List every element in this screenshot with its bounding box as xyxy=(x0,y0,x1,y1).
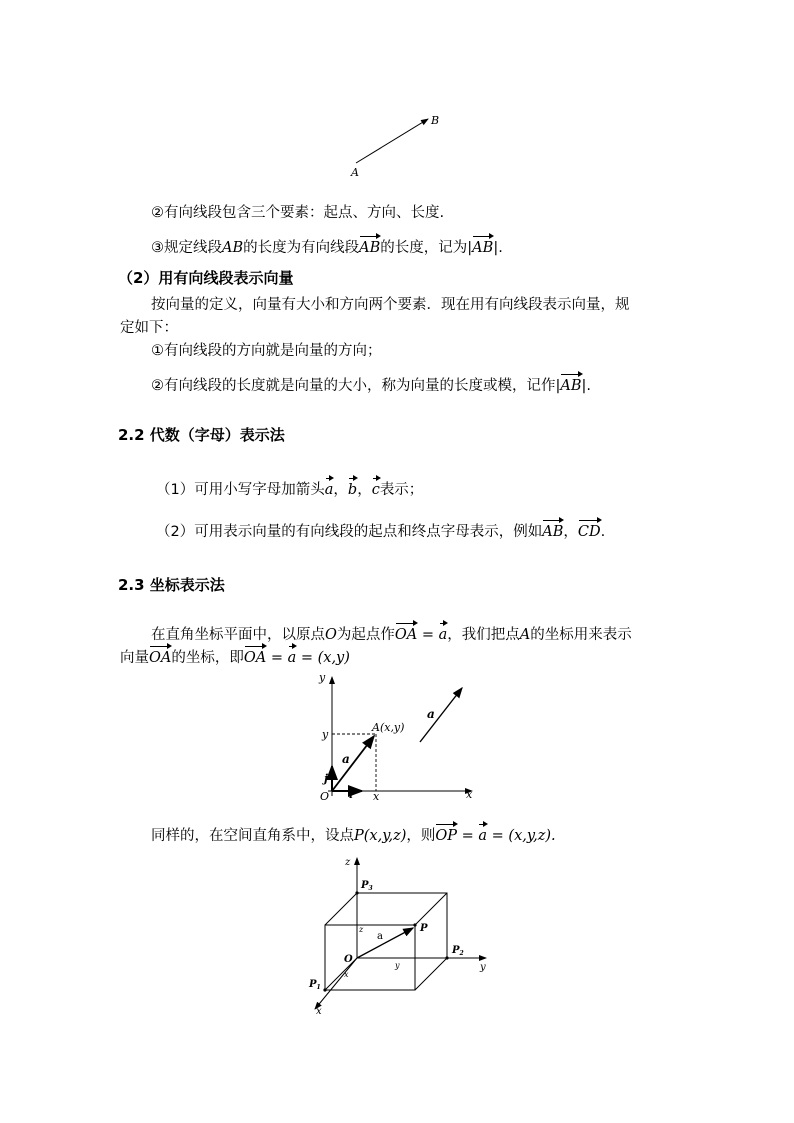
y-axis-label: y xyxy=(480,962,486,973)
figure-2d-coordinate xyxy=(314,668,480,804)
figure-directed-segment xyxy=(340,108,460,180)
point-p-label: P xyxy=(420,923,428,934)
text: 为起点作 xyxy=(336,627,395,643)
vector-a: a xyxy=(439,623,448,645)
x-tick-label: x xyxy=(373,790,380,803)
item-text: ②有向线段包含三个要素：起点、方向、长度. xyxy=(151,205,445,221)
subheading-represent-vector: （2）用有向线段表示向量 xyxy=(118,269,294,287)
point-p2-label xyxy=(451,945,464,957)
item-three-elements xyxy=(151,203,444,223)
point-p2 xyxy=(445,956,448,959)
p2-subscript: 2 xyxy=(459,950,464,957)
x-component-label: x xyxy=(344,970,349,979)
paragraph-line-b: 定如下： xyxy=(120,320,178,336)
text: 同样的，在空间直角系中，设点 xyxy=(151,828,354,844)
point-a-label: A(x,y) xyxy=(372,721,405,734)
segment-ab: AB xyxy=(222,240,244,256)
space-paragraph xyxy=(151,824,556,846)
p2-letter: P xyxy=(452,945,460,956)
point-a: A xyxy=(519,627,531,643)
p3-letter: P xyxy=(361,880,369,891)
p1-subscript: 1 xyxy=(316,984,321,991)
vector-a: a xyxy=(325,478,334,500)
vector-a: a xyxy=(288,646,297,668)
z-axis-label: z xyxy=(345,857,351,868)
vector-a: a xyxy=(478,824,487,846)
box-edge xyxy=(325,893,357,925)
vector-c: c xyxy=(372,478,380,500)
item-text: ③规定线段 xyxy=(151,240,222,256)
x-axis-label: x xyxy=(466,788,473,801)
origin-o: O xyxy=(325,627,337,643)
separator: ， xyxy=(563,524,578,540)
vector-a-label: a xyxy=(342,752,350,766)
section-heading-coordinate: 2.3 坐标表示法 xyxy=(118,576,225,594)
point-p1-label xyxy=(308,979,321,991)
vector-ab: AB xyxy=(542,520,563,542)
vector-ab-abs: AB xyxy=(560,374,581,396)
box-edge xyxy=(415,893,447,925)
origin-label: O xyxy=(344,954,353,965)
origin-label: O xyxy=(320,790,330,803)
segment-ab-line xyxy=(356,119,428,163)
x-axis-label: x xyxy=(316,1006,322,1017)
vector-oa: OA xyxy=(395,623,417,645)
equals: = xyxy=(417,627,439,643)
algebraic-item-1 xyxy=(156,478,423,500)
text: 的坐标，即 xyxy=(171,650,244,666)
item-text: 表示； xyxy=(379,482,424,498)
equals: = xyxy=(457,828,479,844)
item-length-definition: ③规定线段AB的长度为有向线段AB的长度，记为|AB|. xyxy=(151,236,503,258)
unit-i-label: i xyxy=(349,788,354,801)
box-edge xyxy=(415,958,447,990)
y-tick-label: y xyxy=(322,728,329,741)
period: . xyxy=(586,378,592,394)
paragraph-line-a: 按向量的定义，向量有大小和方向两个要素．现在用有向线段表示向量，规 xyxy=(151,297,630,313)
coordinate-paragraph-line-b xyxy=(120,646,350,668)
y-component-label: y xyxy=(395,961,400,970)
algebraic-item-2 xyxy=(156,520,605,542)
period: . xyxy=(600,524,606,540)
unit-j-label: j xyxy=(324,772,328,785)
separator: ， xyxy=(333,482,348,498)
vector-op-line xyxy=(357,928,413,958)
coordinate-triple: = (x,y,z). xyxy=(487,828,556,844)
p3-subscript: 3 xyxy=(368,885,373,892)
text: ，则 xyxy=(406,828,436,844)
item-direction: ①有向线段的方向就是向量的方向； xyxy=(151,343,382,359)
figure-3d-coordinate xyxy=(300,852,496,1018)
point-p1 xyxy=(323,988,326,991)
point-p xyxy=(413,923,416,926)
p1-letter: P xyxy=(309,979,317,990)
text: 向量 xyxy=(120,650,149,666)
vector-oa-line xyxy=(332,736,374,791)
label-b: B xyxy=(431,114,440,127)
coordinate-paragraph-line-a xyxy=(151,623,632,645)
point-p3 xyxy=(355,891,358,894)
vector-oa: OA xyxy=(149,646,171,668)
coordinate-pair: = (x,y) xyxy=(296,650,350,666)
item-text: 的长度，记为 xyxy=(380,240,468,256)
vector-ab-abs: AB xyxy=(472,236,493,258)
period: . xyxy=(498,240,503,256)
vector-a-free-label: a xyxy=(427,707,435,721)
z-component-label: z xyxy=(359,925,364,934)
point-p: P(x,y,z) xyxy=(354,828,407,844)
vector-cd: CD xyxy=(578,520,601,542)
vector-oa: OA xyxy=(244,646,266,668)
y-axis-label: y xyxy=(319,671,326,684)
vector-b: b xyxy=(348,478,357,500)
text: 的坐标用来表示 xyxy=(530,627,632,643)
item-text: （2）可用表示向量的有向线段的起点和终点字母表示，例如 xyxy=(156,524,543,540)
section-heading-algebraic: 2.2 代数（字母）表示法 xyxy=(118,426,285,444)
separator: ， xyxy=(357,482,372,498)
item-text: 的长度为有向线段 xyxy=(243,240,360,256)
x-axis-line xyxy=(315,958,357,1009)
vector-op: OP xyxy=(435,824,457,846)
vector-a-label: a xyxy=(377,931,383,942)
item-text: （1）可用小写字母加箭头 xyxy=(156,482,325,498)
text: 在直角坐标平面中，以原点 xyxy=(151,627,325,643)
point-p3-label xyxy=(360,880,373,892)
item-magnitude: ②有向线段的长度就是向量的大小，称为向量的长度或模，记作|AB|. xyxy=(151,374,591,396)
label-a: A xyxy=(351,166,359,179)
item-text: ②有向线段的长度就是向量的大小，称为向量的长度或模，记作 xyxy=(151,378,556,394)
text: ，我们把点 xyxy=(447,627,520,643)
vector-ab: AB xyxy=(359,236,380,258)
equals: = xyxy=(266,650,288,666)
